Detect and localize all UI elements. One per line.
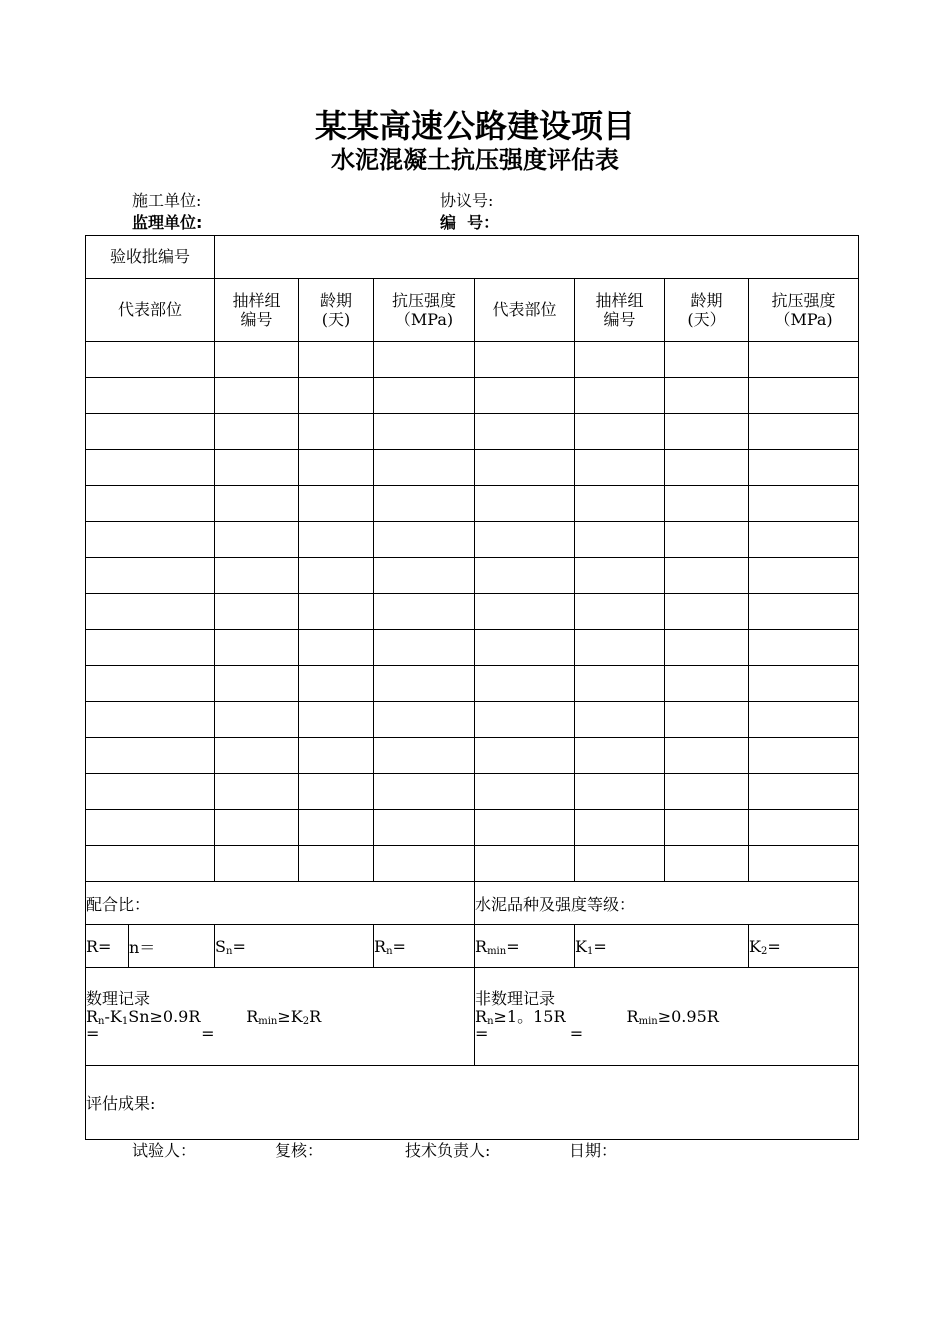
table-cell (749, 702, 859, 738)
col-strength-left: 抗压强度 （MPa) (374, 279, 475, 342)
table-cell (86, 810, 215, 846)
table-cell (374, 486, 475, 522)
table-cell (749, 414, 859, 450)
table-cell (665, 594, 749, 630)
table-cell (374, 558, 475, 594)
mix-ratio-cell: 配合比： (86, 882, 475, 925)
table-cell (299, 702, 374, 738)
batch-no-label: 验收批编号 (86, 236, 215, 279)
table-cell (215, 846, 299, 882)
table-cell (575, 666, 665, 702)
table-cell (665, 378, 749, 414)
table-cell (665, 450, 749, 486)
table-cell (215, 558, 299, 594)
table-cell (475, 414, 575, 450)
batch-no-value (215, 236, 859, 279)
table-cell (215, 342, 299, 378)
table-cell (299, 666, 374, 702)
col-age-left: 龄期 (天) (299, 279, 374, 342)
table-cell (299, 630, 374, 666)
table-cell (475, 378, 575, 414)
table-cell (475, 810, 575, 846)
table-cell (374, 774, 475, 810)
table-cell (575, 810, 665, 846)
table-cell (215, 630, 299, 666)
table-cell (299, 486, 374, 522)
table-row (86, 414, 859, 450)
table-cell (749, 558, 859, 594)
table-cell (86, 774, 215, 810)
table-row (86, 846, 859, 882)
table-cell (299, 594, 374, 630)
non-statistical-record-cell: 非数理记录 $R_n\ge 1$。15R $R_{min}\ge 0.95R$ = = (475, 968, 859, 1066)
table-cell (475, 522, 575, 558)
table-row (86, 594, 859, 630)
param-K2: $K_2=$ (749, 925, 859, 968)
table-cell (749, 738, 859, 774)
table-cell (215, 594, 299, 630)
table-cell (299, 738, 374, 774)
table-row (86, 558, 859, 594)
table-cell (299, 774, 374, 810)
table-cell (665, 666, 749, 702)
strength-evaluation-table (85, 235, 859, 1140)
reviewer-label: 复核： (275, 1141, 324, 1160)
table-cell (299, 414, 374, 450)
table-cell (475, 558, 575, 594)
table-cell (475, 702, 575, 738)
table-cell (575, 630, 665, 666)
table-row (86, 522, 859, 558)
table-row (86, 738, 859, 774)
tester-label: 试验人： (132, 1141, 197, 1160)
table-cell (86, 846, 215, 882)
table-row (86, 666, 859, 702)
table-row (86, 486, 859, 522)
parameter-row (86, 925, 859, 968)
param-R: R= (86, 925, 129, 968)
table-cell (374, 450, 475, 486)
table-cell (86, 522, 215, 558)
table-cell (575, 846, 665, 882)
table-cell (86, 414, 215, 450)
evaluation-result-cell: 评估成果: (86, 1066, 859, 1140)
table-cell (374, 810, 475, 846)
table-cell (215, 738, 299, 774)
table-cell (575, 774, 665, 810)
table-cell (749, 378, 859, 414)
table-cell (749, 486, 859, 522)
table-cell (475, 594, 575, 630)
document-title: 某某高速公路建设项目 (314, 107, 635, 145)
table-cell (749, 774, 859, 810)
table-cell (749, 846, 859, 882)
table-cell (475, 774, 575, 810)
table-cell (86, 342, 215, 378)
table-cell (665, 738, 749, 774)
table-cell (374, 522, 475, 558)
table-cell (665, 630, 749, 666)
col-group-left: 抽样组 编号 (215, 279, 299, 342)
table-row (86, 702, 859, 738)
table-cell (575, 522, 665, 558)
cement-grade-cell: 水泥品种及强度等级： (475, 882, 859, 925)
table-row (86, 810, 859, 846)
statistical-record-cell: 数理记录 $R_n-K_1Sn\ge 0.9R$ $R_{min}\ge K_2R$ = = (86, 968, 475, 1066)
table-cell (374, 738, 475, 774)
table-cell (749, 522, 859, 558)
table-cell (374, 594, 475, 630)
param-Rn: $R_n=$ (374, 925, 475, 968)
table-cell (86, 630, 215, 666)
table-cell (215, 378, 299, 414)
table-row (86, 630, 859, 666)
table-cell (215, 666, 299, 702)
col-part-left: 代表部位 (86, 279, 215, 342)
table-cell (299, 378, 374, 414)
table-cell (749, 666, 859, 702)
tech-lead-label: 技术负责人: (405, 1141, 491, 1160)
col-age-right: 龄期 (天） (665, 279, 749, 342)
table-cell (665, 846, 749, 882)
table-cell (575, 558, 665, 594)
table-cell (299, 450, 374, 486)
table-cell (86, 702, 215, 738)
table-cell (86, 450, 215, 486)
table-cell (374, 846, 475, 882)
table-cell (86, 594, 215, 630)
table-cell (374, 666, 475, 702)
col-strength-right: 抗压强度 （MPa) (749, 279, 859, 342)
table-row (86, 450, 859, 486)
column-header-row (86, 279, 859, 342)
table-cell (374, 378, 475, 414)
table-row (86, 774, 859, 810)
param-Rmin: $R_{min}=$ (475, 925, 575, 968)
table-cell (475, 486, 575, 522)
table-cell (299, 846, 374, 882)
table-cell (749, 630, 859, 666)
table-cell (374, 702, 475, 738)
table-cell (299, 810, 374, 846)
table-cell (86, 666, 215, 702)
param-Sn: $S_n=$ (215, 925, 374, 968)
table-cell (575, 594, 665, 630)
table-cell (374, 630, 475, 666)
col-part-right: 代表部位 (475, 279, 575, 342)
table-cell (749, 810, 859, 846)
table-cell (575, 342, 665, 378)
table-cell (575, 414, 665, 450)
table-cell (475, 666, 575, 702)
agreement-no-label: 协议号: (440, 191, 494, 210)
table-cell (299, 522, 374, 558)
table-cell (749, 342, 859, 378)
table-cell (475, 342, 575, 378)
table-cell (299, 342, 374, 378)
col-group-right: 抽样组 编号 (575, 279, 665, 342)
table-cell (215, 702, 299, 738)
table-cell (749, 450, 859, 486)
date-label: 日期： (569, 1141, 618, 1160)
table-cell (86, 558, 215, 594)
table-cell (86, 486, 215, 522)
table-cell (475, 738, 575, 774)
table-cell (475, 630, 575, 666)
table-cell (215, 486, 299, 522)
table-cell (665, 558, 749, 594)
table-cell (374, 342, 475, 378)
document-subtitle: 水泥混凝土抗压强度评估表 (331, 146, 619, 174)
number-label: 编 号： (440, 213, 500, 232)
table-cell (575, 378, 665, 414)
table-cell (374, 414, 475, 450)
table-row (86, 342, 859, 378)
table-cell (215, 810, 299, 846)
table-cell (86, 378, 215, 414)
table-cell (665, 342, 749, 378)
construction-unit-label: 施工单位: (132, 191, 202, 210)
table-cell (749, 594, 859, 630)
table-cell (215, 414, 299, 450)
table-cell (299, 558, 374, 594)
table-cell (575, 702, 665, 738)
param-K1: $K_1=$ (575, 925, 749, 968)
table-cell (215, 774, 299, 810)
table-row (86, 378, 859, 414)
table-cell (475, 450, 575, 486)
table-cell (665, 702, 749, 738)
param-n: n＝ (129, 925, 215, 968)
table-cell (575, 738, 665, 774)
table-cell (665, 486, 749, 522)
table-cell (665, 522, 749, 558)
table-cell (575, 450, 665, 486)
table-cell (665, 810, 749, 846)
table-cell (215, 522, 299, 558)
table-cell (665, 414, 749, 450)
table-cell (86, 738, 215, 774)
table-cell (665, 774, 749, 810)
table-cell (475, 846, 575, 882)
table-cell (575, 486, 665, 522)
table-cell (215, 450, 299, 486)
supervision-unit-label: 监理单位: (132, 213, 203, 232)
